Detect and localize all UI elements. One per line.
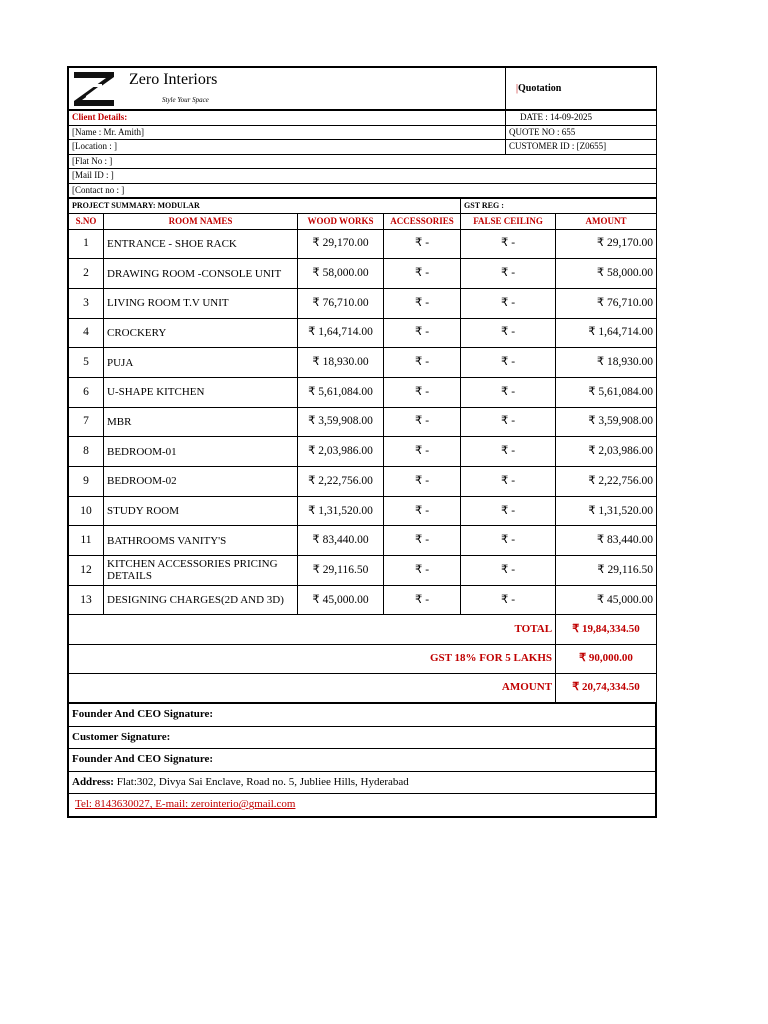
wood-works-cell: ₹ 18,930.00 xyxy=(298,348,384,378)
address-label: Address: xyxy=(72,775,114,788)
total-label: TOTAL xyxy=(69,615,556,644)
total-value: ₹ 19,84,334.50 xyxy=(556,615,657,644)
room-name-cell: PUJA xyxy=(104,348,298,378)
total-row xyxy=(69,615,657,644)
wood-works-cell: ₹ 1,31,520.00 xyxy=(298,496,384,526)
false-ceiling-cell: ₹ - xyxy=(461,229,556,259)
col-accessories: ACCESSORIES xyxy=(384,213,461,229)
footer-table xyxy=(68,703,656,817)
gst-reg: GST REG : xyxy=(461,199,657,214)
accessories-cell: ₹ - xyxy=(384,229,461,259)
sno-cell: 6 xyxy=(69,377,104,407)
accessories-cell: ₹ - xyxy=(384,467,461,497)
grand-amount-value: ₹ 20,74,334.50 xyxy=(556,673,657,702)
accessories-cell: ₹ - xyxy=(384,318,461,348)
room-name-cell: CROCKERY xyxy=(104,318,298,348)
wood-works-cell: ₹ 45,000.00 xyxy=(298,585,384,615)
column-header-row xyxy=(69,213,657,229)
address-text: Flat:302, Divya Sai Enclave, Road no. 5, Jubliee Hills, Hyderabad xyxy=(113,775,409,788)
wood-works-cell: ₹ 83,440.00 xyxy=(298,526,384,556)
table-row xyxy=(69,556,657,586)
false-ceiling-cell: ₹ - xyxy=(461,348,556,378)
client-heading: Client Details: xyxy=(69,111,506,126)
founder-signature-1: Founder And CEO Signature: xyxy=(69,704,656,727)
amount-cell: ₹ 2,22,756.00 xyxy=(556,467,657,497)
wood-works-cell: ₹ 29,116.50 xyxy=(298,556,384,586)
wood-works-cell: ₹ 1,64,714.00 xyxy=(298,318,384,348)
company-tagline: Style Your Space xyxy=(162,96,209,104)
table-row xyxy=(69,467,657,497)
amount-cell: ₹ 18,930.00 xyxy=(556,348,657,378)
table-row xyxy=(69,526,657,556)
wood-works-cell: ₹ 29,170.00 xyxy=(298,229,384,259)
header-table xyxy=(68,67,657,110)
items-table xyxy=(68,198,657,703)
accessories-cell: ₹ - xyxy=(384,348,461,378)
room-name-cell: BATHROOMS VANITY'S xyxy=(104,526,298,556)
room-name-cell: DRAWING ROOM -CONSOLE UNIT xyxy=(104,259,298,289)
col-false-ceiling: FALSE CEILING xyxy=(461,213,556,229)
sno-cell: 1 xyxy=(69,229,104,259)
client-name: [Name : Mr. Amith] xyxy=(69,125,506,140)
gst-row xyxy=(69,644,657,673)
accessories-cell: ₹ - xyxy=(384,377,461,407)
grand-amount-label: AMOUNT xyxy=(69,673,556,702)
false-ceiling-cell: ₹ - xyxy=(461,437,556,467)
gst-value: ₹ 90,000.00 xyxy=(556,644,657,673)
accessories-cell: ₹ - xyxy=(384,496,461,526)
table-row xyxy=(69,585,657,615)
room-name-cell: LIVING ROOM T.V UNIT xyxy=(104,288,298,318)
amount-cell: ₹ 29,116.50 xyxy=(556,556,657,586)
table-row xyxy=(69,229,657,259)
client-table xyxy=(68,110,657,198)
wood-works-cell: ₹ 58,000.00 xyxy=(298,259,384,289)
doc-title: Quotation xyxy=(518,83,562,94)
sno-cell: 4 xyxy=(69,318,104,348)
col-wood-works: WOOD WORKS xyxy=(298,213,384,229)
wood-works-cell: ₹ 2,22,756.00 xyxy=(298,467,384,497)
amount-cell: ₹ 3,59,908.00 xyxy=(556,407,657,437)
amount-cell: ₹ 45,000.00 xyxy=(556,585,657,615)
quote-date: DATE : 14-09-2025 xyxy=(506,111,657,126)
false-ceiling-cell: ₹ - xyxy=(461,556,556,586)
sno-cell: 11 xyxy=(69,526,104,556)
accessories-cell: ₹ - xyxy=(384,437,461,467)
false-ceiling-cell: ₹ - xyxy=(461,318,556,348)
client-flat: [Flat No : ] xyxy=(69,154,657,169)
col-amount: AMOUNT xyxy=(556,213,657,229)
customer-id: CUSTOMER ID : [Z0655] xyxy=(506,140,657,155)
sno-cell: 7 xyxy=(69,407,104,437)
founder-signature-2: Founder And CEO Signature: xyxy=(69,749,656,772)
zz-logo-icon xyxy=(72,70,116,108)
table-row xyxy=(69,437,657,467)
customer-signature: Customer Signature: xyxy=(69,726,656,749)
false-ceiling-cell: ₹ - xyxy=(461,526,556,556)
room-name-cell: MBR xyxy=(104,407,298,437)
sno-cell: 12 xyxy=(69,556,104,586)
accessories-cell: ₹ - xyxy=(384,556,461,586)
false-ceiling-cell: ₹ - xyxy=(461,288,556,318)
false-ceiling-cell: ₹ - xyxy=(461,585,556,615)
amount-cell: ₹ 1,31,520.00 xyxy=(556,496,657,526)
accessories-cell: ₹ - xyxy=(384,407,461,437)
table-row xyxy=(69,348,657,378)
room-name-cell: BEDROOM-02 xyxy=(104,467,298,497)
quote-number: QUOTE NO : 655 xyxy=(506,125,657,140)
table-row xyxy=(69,496,657,526)
contact-link[interactable]: Tel: 8143630027, E-mail: zerointerio@gmail.com xyxy=(75,798,296,811)
false-ceiling-cell: ₹ - xyxy=(461,377,556,407)
amount-cell: ₹ 83,440.00 xyxy=(556,526,657,556)
wood-works-cell: ₹ 76,710.00 xyxy=(298,288,384,318)
doc-title-cell: |Quotation xyxy=(506,68,657,110)
room-name-cell: DESIGNING CHARGES(2D AND 3D) xyxy=(104,585,298,615)
room-name-cell: KITCHEN ACCESSORIES PRICING DETAILS xyxy=(104,556,298,586)
sno-cell: 3 xyxy=(69,288,104,318)
wood-works-cell: ₹ 3,59,908.00 xyxy=(298,407,384,437)
client-location: [Location : ] xyxy=(69,140,506,155)
table-row xyxy=(69,288,657,318)
accessories-cell: ₹ - xyxy=(384,526,461,556)
amount-cell: ₹ 2,03,986.00 xyxy=(556,437,657,467)
amount-cell: ₹ 76,710.00 xyxy=(556,288,657,318)
address-line xyxy=(69,771,656,794)
room-name-cell: BEDROOM-01 xyxy=(104,437,298,467)
false-ceiling-cell: ₹ - xyxy=(461,467,556,497)
grand-amount-row xyxy=(69,673,657,702)
false-ceiling-cell: ₹ - xyxy=(461,407,556,437)
accessories-cell: ₹ - xyxy=(384,288,461,318)
gst-label: GST 18% FOR 5 LAKHS xyxy=(69,644,556,673)
amount-cell: ₹ 1,64,714.00 xyxy=(556,318,657,348)
amount-cell: ₹ 5,61,084.00 xyxy=(556,377,657,407)
room-name-cell: STUDY ROOM xyxy=(104,496,298,526)
sno-cell: 9 xyxy=(69,467,104,497)
project-summary: PROJECT SUMMARY: MODULAR xyxy=(69,199,461,214)
client-contact: [Contact no : ] xyxy=(69,183,657,198)
sno-cell: 8 xyxy=(69,437,104,467)
amount-cell: ₹ 29,170.00 xyxy=(556,229,657,259)
table-row xyxy=(69,377,657,407)
table-row xyxy=(69,259,657,289)
room-name-cell: ENTRANCE - SHOE RACK xyxy=(104,229,298,259)
false-ceiling-cell: ₹ - xyxy=(461,496,556,526)
client-mail: [Mail ID : ] xyxy=(69,169,657,184)
false-ceiling-cell: ₹ - xyxy=(461,259,556,289)
sno-cell: 13 xyxy=(69,585,104,615)
col-room-names: ROOM NAMES xyxy=(104,213,298,229)
table-row xyxy=(69,318,657,348)
quotation-sheet xyxy=(67,66,657,818)
sno-cell: 5 xyxy=(69,348,104,378)
room-name-cell: U-SHAPE KITCHEN xyxy=(104,377,298,407)
table-row xyxy=(69,407,657,437)
sno-cell: 2 xyxy=(69,259,104,289)
accessories-cell: ₹ - xyxy=(384,585,461,615)
amount-cell: ₹ 58,000.00 xyxy=(556,259,657,289)
logo-area xyxy=(69,68,506,110)
company-name: Zero Interiors xyxy=(129,71,218,88)
wood-works-cell: ₹ 5,61,084.00 xyxy=(298,377,384,407)
sno-cell: 10 xyxy=(69,496,104,526)
col-sno: S.NO xyxy=(69,213,104,229)
accessories-cell: ₹ - xyxy=(384,259,461,289)
wood-works-cell: ₹ 2,03,986.00 xyxy=(298,437,384,467)
